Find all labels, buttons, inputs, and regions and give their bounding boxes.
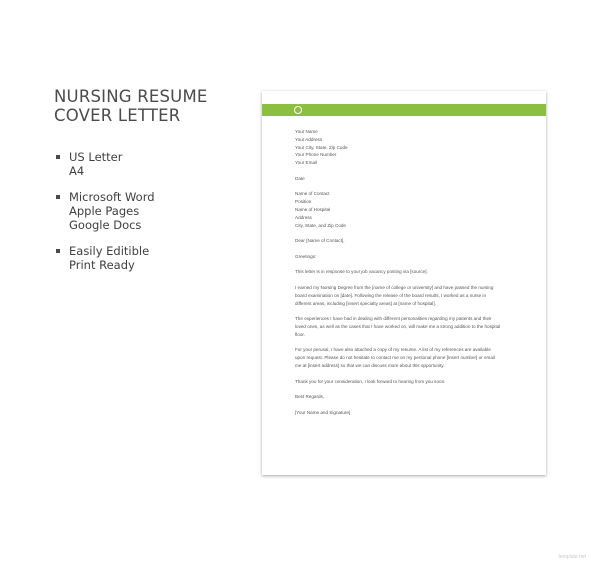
sender-block <box>295 128 525 167</box>
feature-editing <box>56 244 155 272</box>
paragraph-line: For your perusal, I have also attached a copy of my resume. A list of my references are available <box>295 347 491 353</box>
signature-text: [Your Name and Signature] <box>295 409 351 415</box>
paragraph-line: loved ones, as well as the cases that I have worked on, will make me a strong addition to the hospital <box>295 323 501 329</box>
bullet-icon <box>56 155 60 159</box>
recipient-line: Name of Contact <box>295 191 330 197</box>
recipient-line: Position <box>295 199 312 205</box>
salutation-text: Dear [Name of Contact], <box>295 238 345 244</box>
page-title <box>54 87 208 125</box>
paragraph-line: This letter is in response to your job vacancy posting via [source]. <box>295 269 428 275</box>
recipient-block <box>295 190 525 229</box>
feature-line: Microsoft Word <box>69 190 155 204</box>
watermark: template.net <box>558 554 586 560</box>
feature-line: Apple Pages <box>69 204 140 218</box>
greeting-text: Greetings: <box>295 253 317 259</box>
circle-icon <box>294 106 302 114</box>
closing-text: Best Regards, <box>295 394 325 400</box>
sender-line: Your Email <box>295 160 318 166</box>
recipient-line: Name of Hospital <box>295 206 331 212</box>
letter-body <box>295 128 525 424</box>
paragraph-line: Thank you for your consideration, I look forward to hearing from you soon. <box>295 378 446 384</box>
bullet-icon <box>56 195 60 199</box>
title-line-1: NURSING RESUME <box>54 87 208 106</box>
sender-line: Your Phone Number <box>295 152 337 158</box>
feature-line: Google Docs <box>69 218 142 232</box>
feature-formats <box>56 150 155 178</box>
sender-line: Your Name <box>295 129 318 134</box>
sender-line: Your City, State, Zip Code <box>295 144 348 150</box>
bullet-icon <box>56 249 60 253</box>
sender-line: Your Address <box>295 136 323 142</box>
paragraph <box>295 346 525 369</box>
feature-list <box>56 150 155 284</box>
recipient-line: Address <box>295 214 312 220</box>
letter-date: Date <box>295 175 305 181</box>
paragraph <box>295 315 525 338</box>
paragraph <box>295 284 525 307</box>
signature <box>295 409 525 417</box>
greeting <box>295 253 525 261</box>
recipient-line: City, State, and Zip Code <box>295 222 346 228</box>
feature-apps <box>56 190 155 232</box>
paragraph <box>295 268 525 276</box>
paragraph-line: I earned my Nursing Degree from the [name of college or university] and have passed the nursing <box>295 284 494 290</box>
salutation <box>295 237 525 245</box>
paragraph-line: board examination on [date]. Following the release of the board results, I worked as a nurse in <box>295 292 487 298</box>
header-band <box>262 104 546 116</box>
feature-line: Print Ready <box>69 258 135 272</box>
paragraph-line: me at [insert address] so that we can discuss more about this opportunity. <box>295 362 445 368</box>
title-line-2: COVER LETTER <box>54 106 181 125</box>
feature-line: A4 <box>69 164 85 178</box>
letter-preview <box>262 91 546 475</box>
paragraph-line: The experiences I have had in dealing with different personalities regarding my patients and their <box>295 316 492 322</box>
closing <box>295 393 525 401</box>
date-block <box>295 175 525 183</box>
feature-line: Easily Editible <box>69 244 150 258</box>
paragraph-line: floor. <box>295 331 305 337</box>
feature-line: US Letter <box>69 150 123 164</box>
paragraph <box>295 378 525 386</box>
paragraph-line: upon request. Please do not hesitate to contact me on my personal phone [insert number] or email <box>295 355 495 361</box>
paragraph-line: different areas, including [insert specialty areas] at [name of hospital]. <box>295 300 436 306</box>
